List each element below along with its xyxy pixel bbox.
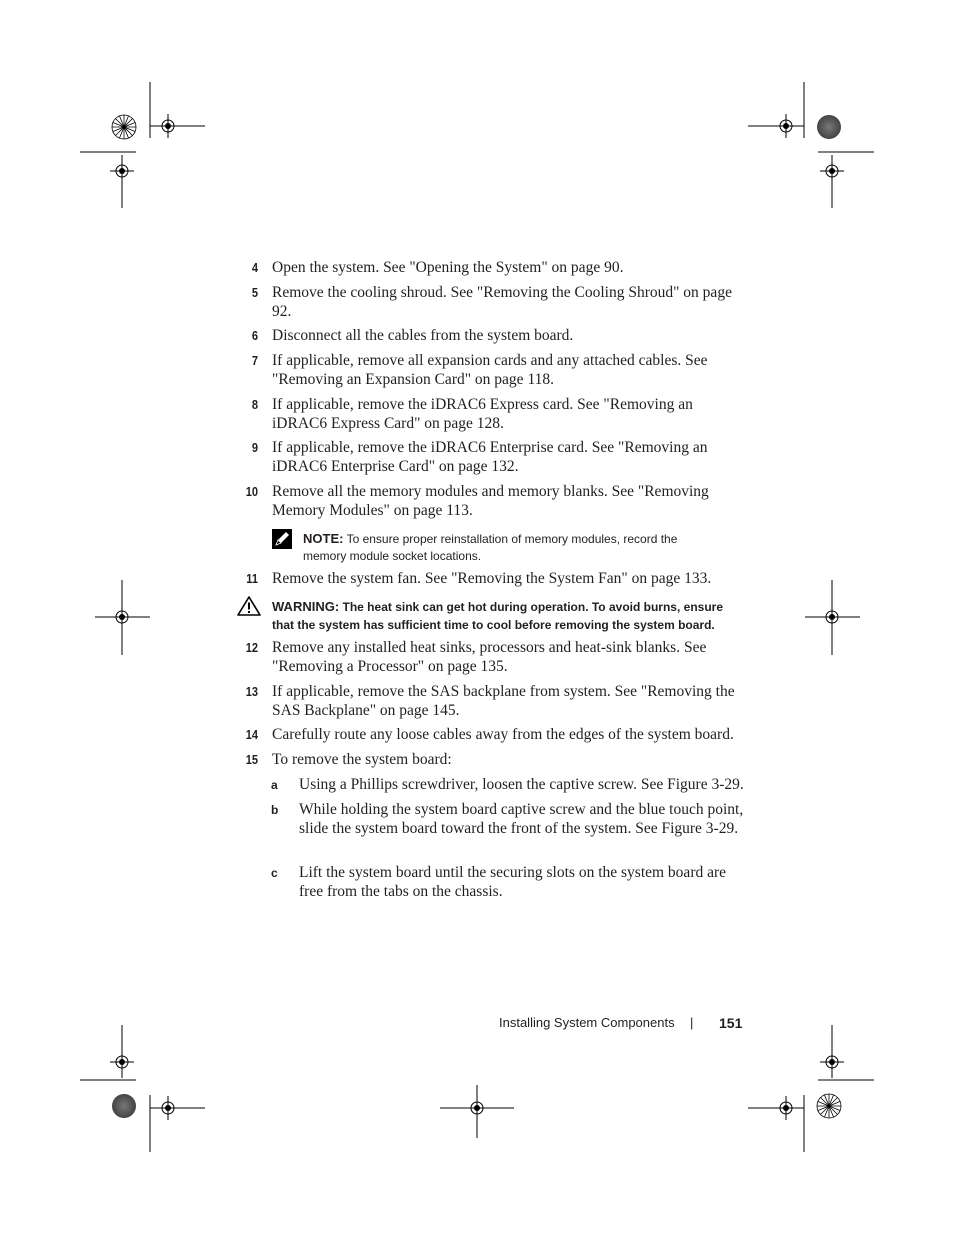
note-label: NOTE: bbox=[303, 531, 344, 546]
footer-separator: | bbox=[690, 1015, 694, 1030]
note-text: To ensure proper reinstallation of memory modules, record the memory module socket locations. bbox=[303, 532, 678, 563]
warning-label: WARNING: bbox=[272, 599, 340, 614]
step-text: Disconnect all the cables from the system board. bbox=[272, 327, 574, 344]
warning-text: The heat sink can get hot during operation. To avoid burns, ensure that the system has sufficient time to cool before removing the system board. bbox=[272, 600, 723, 632]
step-number: 15 bbox=[245, 752, 258, 767]
step-text: If applicable, remove all expansion cards and any attached cables. See "Removing an Expansion Card" on page 118. bbox=[272, 352, 708, 388]
step-text: Remove the system fan. See "Removing the System Fan" on page 133. bbox=[272, 570, 712, 587]
step-text: Remove any installed heat sinks, processors and heat-sink blanks. See "Removing a Processor" on page 135. bbox=[272, 639, 707, 675]
substep-letter: b bbox=[271, 803, 279, 817]
substep-text: Lift the system board until the securing slots on the system board are free from the tabs on the chassis. bbox=[299, 864, 727, 900]
step-number: 4 bbox=[251, 260, 258, 275]
step-number: 14 bbox=[245, 727, 258, 742]
step-number: 7 bbox=[251, 353, 258, 368]
footer-section-title: Installing System Components bbox=[499, 1015, 675, 1030]
step-number: 5 bbox=[251, 285, 258, 300]
substep-text: While holding the system board captive screw and the blue touch point, slide the system board toward the front of the system. See Figure 3-29. bbox=[299, 801, 744, 837]
warning-triangle-icon bbox=[237, 596, 261, 616]
step-number: 13 bbox=[245, 684, 258, 699]
substep-letter: c bbox=[271, 866, 278, 880]
note-pencil-icon bbox=[272, 529, 292, 549]
step-number: 12 bbox=[245, 640, 258, 655]
step-number: 8 bbox=[251, 397, 258, 412]
substep-text: Using a Phillips screwdriver, loosen the captive screw. See Figure 3-29. bbox=[299, 776, 744, 793]
step-text: Open the system. See "Opening the System" on page 90. bbox=[272, 259, 624, 276]
note-callout bbox=[303, 530, 723, 565]
warning-callout bbox=[272, 598, 742, 634]
step-number: 6 bbox=[251, 328, 258, 343]
substep-letter: a bbox=[271, 778, 278, 792]
page-number: 151 bbox=[719, 1015, 743, 1031]
step-text: If applicable, remove the SAS backplane from system. See "Removing the SAS Backplane" on page 145. bbox=[272, 683, 735, 719]
step-number: 11 bbox=[246, 571, 258, 586]
step-number: 9 bbox=[251, 440, 258, 455]
step-text: Remove the cooling shroud. See "Removing the Cooling Shroud" on page 92. bbox=[272, 284, 732, 320]
step-number: 10 bbox=[245, 484, 258, 499]
step-text: If applicable, remove the iDRAC6 Enterprise card. See "Removing an iDRAC6 Enterprise Card" on page 132. bbox=[272, 439, 708, 475]
step-text: To remove the system board: bbox=[272, 751, 452, 768]
step-text: If applicable, remove the iDRAC6 Express card. See "Removing an iDRAC6 Express Card" on page 128. bbox=[272, 396, 693, 432]
step-text: Carefully route any loose cables away from the edges of the system board. bbox=[272, 726, 734, 743]
step-text: Remove all the memory modules and memory blanks. See "Removing Memory Modules" on page 113. bbox=[272, 483, 709, 519]
